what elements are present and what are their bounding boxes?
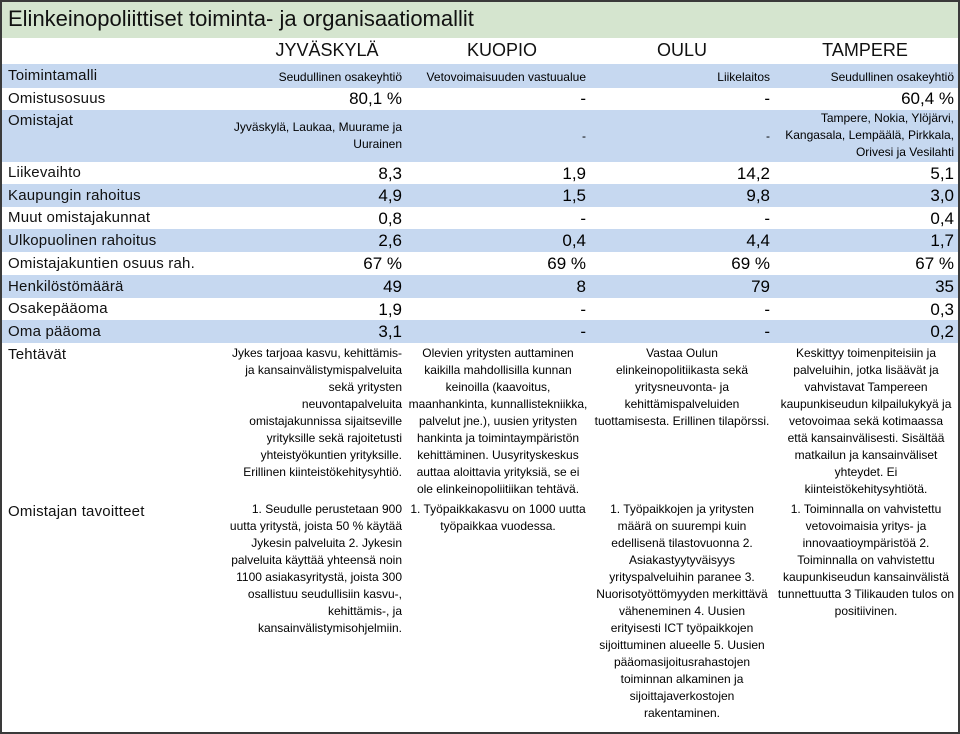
cell-jyvaskyla: 8,3 [378,164,402,183]
cell-tampere: 5,1 [930,164,954,183]
row-label: Ulkopuolinen rahoitus [8,232,157,249]
cell-jyvaskyla: 1. Seudulle perustetaan 900 uutta yritystä, joista 50 % käytää Jykesin palveluita 2. Jykesin palveluita käyttää yhteensä noin 1100 asiakasyritystä, joista 300 osallistuu seudullisiin kasvu-, kehittämis-, ja kansainvälistymisohjelmiin. [229,502,402,635]
cell-oulu: 79 [751,277,770,296]
cell-tampere: 0,4 [930,209,954,228]
cell-oulu: - [764,322,770,341]
row-label: Osakepääoma [8,300,108,317]
row-toimintamalli [2,64,958,88]
cell-kuopio: 1,5 [562,186,586,205]
cell-kuopio: - [580,300,586,319]
row-omistajakuntien-osuus [2,252,958,275]
sheet-title: Elinkeinopoliittiset toiminta- ja organisaatiomallit [8,6,474,31]
cell-kuopio: 1. Työpaikkakasvu on 1000 uutta työpaikkaa vuodessa. [410,502,586,533]
cell-kuopio: - [580,322,586,341]
cell-jyvaskyla: 80,1 % [349,89,402,108]
row-label: Henkilöstömäärä [8,278,124,295]
cell-kuopio: Olevien yritysten auttaminen kaikilla mahdollisilla kunnan keinoilla (kaavoitus, maanhankinta, kunnallistekniikka, palvelut jne.), uusien yritysten hankinta ja toimintaympäristön kehittäminen. Uusyrityskeskus auttaa aloittavia yrityksiä, se ei ole elinkeinopoliitiikan tehtävä. [408,346,588,496]
cell-kuopio: 69 % [547,254,586,273]
row-omistajat [2,110,958,162]
cell-jyvaskyla: 0,8 [378,209,402,228]
cell-tampere: Seudullinen osakeyhtiö [830,70,954,84]
cell-oulu: 1. Työpaikkojen ja yritysten määrä on suurempi kuin edellisenä tilastovuonna 2. Asiakastyytyväisyys yrityspalveluihin paranee 3. Nuorisotyöttömyyden merkittävä väheneminen 4. Uusien erityisesti ICT työpaikkojen sijoittuminen alueelle 5. Uusien pääomasijoitusrahastojen toiminnan alkaminen ja sijoittajaverkostojen rakentaminen. [596,502,768,720]
row-label: Oma pääoma [8,323,101,340]
cell-jyvaskyla: Jyväskylä, Laukaa, Muurame ja Uurainen [233,120,402,151]
cell-jyvaskyla: 4,9 [378,186,402,205]
row-label: Kaupungin rahoitus [8,187,141,204]
cell-jyvaskyla: 67 % [363,254,402,273]
cell-tampere: 1. Toiminnalla on vahvistettu vetovoimaisia yritys- ja innovaatioympäristöä 2. Toiminnalla on vahvistettu kaupunkiseudun kansainvälistä tunnettuutta 3 Tilikauden tulos on positiivinen. [777,502,955,618]
column-header-tampere: TAMPERE [822,40,908,60]
row-ulkopuolinen-rahoitus [2,229,958,252]
cell-kuopio: - [580,89,586,108]
cell-kuopio: 1,9 [562,164,586,183]
row-label: Toimintamalli [8,67,98,84]
row-label: Muut omistajakunnat [8,209,151,226]
cell-oulu: - [766,129,770,143]
cell-oulu: - [764,89,770,108]
row-label: Omistajat [8,112,74,129]
cell-tampere: 60,4 % [901,89,954,108]
cell-tampere: 0,3 [930,300,954,319]
row-label: Omistusosuus [8,90,106,107]
cell-jyvaskyla: 49 [383,277,402,296]
cell-oulu: - [764,209,770,228]
cell-oulu: Liikelaitos [717,70,770,84]
row-label: Omistajan tavoitteet [8,503,145,520]
row-muut-omistajakunnat [2,207,958,229]
cell-oulu: 69 % [731,254,770,273]
column-header-jyvaskyla: JYVÄSKYLÄ [275,40,379,60]
cell-kuopio: 8 [576,277,586,296]
cell-jyvaskyla: 3,1 [378,322,402,341]
row-omistusosuus [2,88,958,110]
cell-tampere: 0,2 [930,322,954,341]
cell-jyvaskyla: 2,6 [378,231,402,250]
row-oma-paaoma [2,320,958,343]
cell-kuopio: Vetovoimaisuuden vastuualue [426,70,586,84]
cell-oulu: 14,2 [736,164,770,183]
row-tehtavat [2,343,958,499]
cell-kuopio: 0,4 [562,231,586,250]
cell-tampere: 35 [935,277,954,296]
cell-kuopio: - [580,209,586,228]
column-header-oulu: OULU [656,40,707,60]
row-label: Liikevaihto [8,164,82,181]
cell-tampere: Tampere, Nokia, Ylöjärvi, Kangasala, Lempäälä, Pirkkala, Orivesi ja Vesilahti [785,111,954,159]
row-kaupungin-rahoitus [2,184,958,207]
row-osakepaaoma [2,298,958,320]
cell-oulu: - [764,300,770,319]
cell-tampere: Keskittyy toimenpiteisiin ja palveluihin, jotka lisäävät ja vahvistavat Tampereen kaupunkiseudun kilpailukykyä ja vetovoimaa sekä kotimaassa että kansainvälisesti. Sisältää matkailun ja kansainväliset yhteydet. Ei kiinteistökehitysyhtiötä. [780,346,952,496]
row-liikevaihto [2,162,958,184]
column-header-kuopio: KUOPIO [466,40,537,60]
title-bar [2,2,958,38]
cell-tampere: 3,0 [930,186,954,205]
row-label: Tehtävät [8,346,67,363]
cell-jyvaskyla: Jykes tarjoaa kasvu, kehittämis- ja kansainvälistymispalveluita sekä yritysten neuvontapalveluita omistajakunnissa sijaitseville yrityksille sekä rajoitetusti yhteistyökuntien yrityksille. Erillinen kiinteistökehitysyhtiö. [231,346,402,479]
cell-kuopio: - [582,129,586,143]
row-omistajan-tavoitteet [2,499,958,732]
row-henkilostomaara [2,275,958,298]
cell-jyvaskyla: 1,9 [378,300,402,319]
cell-tampere: 1,7 [930,231,954,250]
cell-oulu: 4,4 [746,231,770,250]
cell-jyvaskyla: Seudullinen osakeyhtiö [278,70,402,84]
cell-oulu: 9,8 [746,186,770,205]
cell-tampere: 67 % [915,254,954,273]
row-label: Omistajakuntien osuus rah. [8,255,195,272]
cell-oulu: Vastaa Oulun elinkeinopolitiikasta sekä yritysneuvonta- ja kehittämispalveluiden tuottamisesta. Erillinen tilapörssi. [594,346,770,428]
